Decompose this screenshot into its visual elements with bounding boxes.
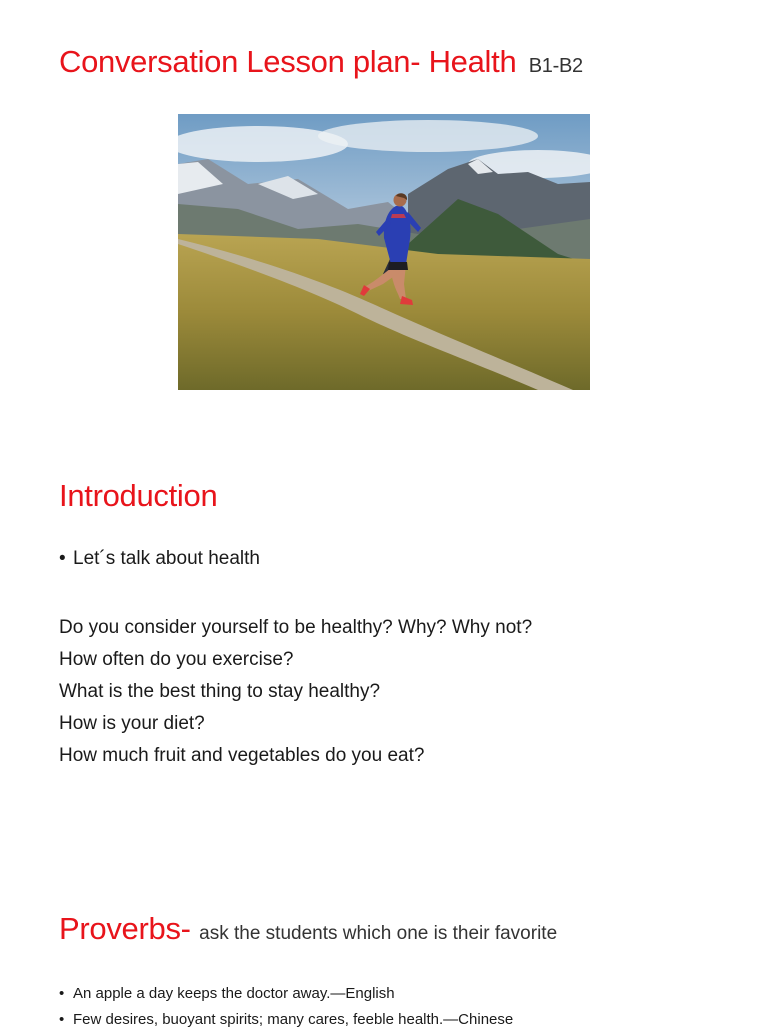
proverb-text: An apple a day keeps the doctor away.—English [73,985,395,1002]
title-main: Conversation Lesson plan- Health [59,44,517,79]
question-item: How much fruit and vegetables do you eat? [59,745,425,766]
proverb-text: Few desires, buoyant spirits; many cares, feeble health.—Chinese [73,1011,514,1028]
running-photo [178,114,590,390]
level-label: B1-B2 [528,55,583,77]
question-item: Do you consider yourself to be healthy? Why? Why not? [59,617,533,638]
bullet-glyph: • [59,548,66,569]
intro-bullet-text: Let´s talk about health [73,548,260,569]
proverbs-heading [59,911,557,947]
proverb-item [59,1007,513,1033]
proverbs-subtitle: ask the students which one is their favorite [199,923,558,944]
intro-bullet [59,548,260,570]
introduction-heading: Introduction [59,478,218,513]
proverbs-list [59,981,513,1033]
page-title [59,44,583,80]
proverb-item [59,981,513,1007]
question-item: What is the best thing to stay healthy? [59,681,381,702]
proverbs-title: Proverbs- [59,911,191,946]
bullet-glyph: • [59,1011,65,1028]
question-item: How often do you exercise? [59,649,294,670]
runner-illustration [178,114,590,390]
question-item: How is your diet? [59,713,205,734]
bullet-glyph: • [59,985,65,1002]
discussion-questions [59,612,532,772]
